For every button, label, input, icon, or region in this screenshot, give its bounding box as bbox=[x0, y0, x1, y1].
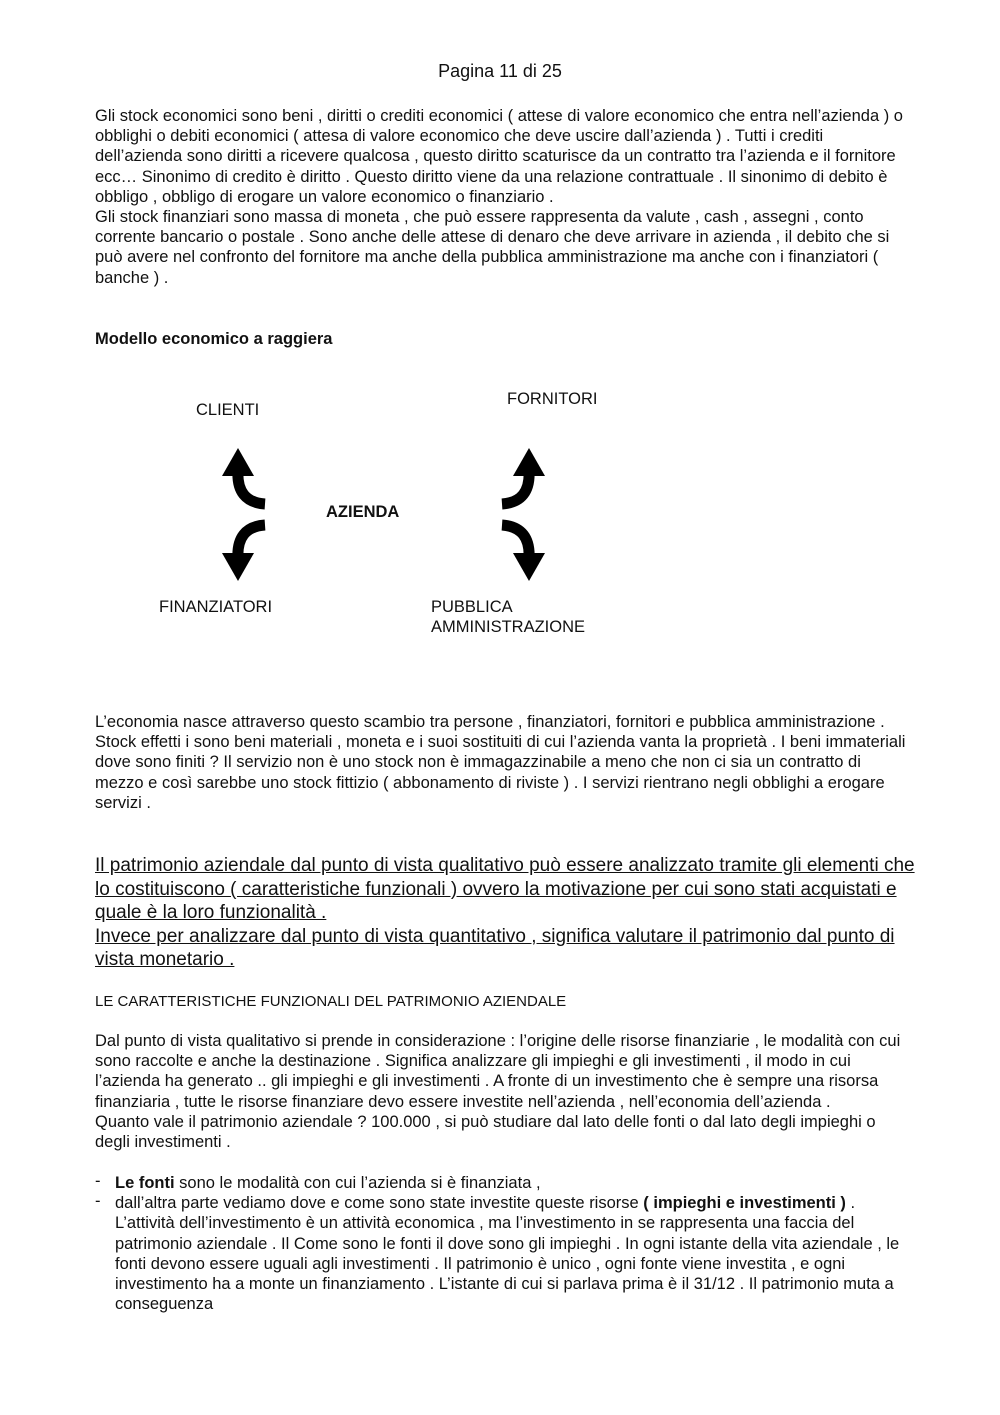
label-azienda: AZIENDA bbox=[326, 503, 400, 521]
list-dash: - bbox=[95, 1172, 101, 1190]
label-pa-line1: PUBBLICA bbox=[431, 598, 513, 616]
body2-paragraph-2: Stock effetti i sono beni materiali , moneta e i suoi sostituiti di cui l’azienda vanta la proprietà . I beni immateriali dove sono finiti ? Il servizio non è uno stock non è immagazzinabile a meno che non ci sia un contratto di mezzo e così sarebbe uno stock fittizio ( abbonamento di riviste ) . I servizi rientrano negli obblighi a erogare servizi . bbox=[95, 733, 906, 812]
body-text-3 bbox=[95, 1031, 910, 1152]
list-item-2-text: . L’attività dell’investimento è un attività economica , ma l’investimento in se rappresenta una faccia del patrimonio aziendale . Il Come sono le fonti il dove sono gli impieghi . In ogni istante della vita aziendale , le fonti devono essere uguali agli investimenti . Il patrimonio è unico , ogni fonte viene investita , e ogni investimento ha a monte un finanziamento . L’istante di cui si parlava prima è il 31/12 . Il patrimonio muta a conseguenza bbox=[115, 1194, 900, 1314]
section-title: Modello economico a raggiera bbox=[95, 330, 333, 348]
label-clienti: CLIENTI bbox=[196, 401, 260, 419]
intro-paragraph-2: Gli stock finanziari sono massa di moneta , che può essere rappresenta da valute , cash , assegni , conto corrente bancario o postale . Sono anche delle attese di denaro che deve arrivare in azienda , il debito che si può avere nel confronto del fornitore ma anche della pubblica amministrazione ma anche con i finanziatori ( banche ) . bbox=[95, 208, 890, 287]
curved-arrow-icon bbox=[222, 448, 265, 504]
list-dash: - bbox=[95, 1192, 101, 1211]
body3-paragraph-2: Quanto vale il patrimonio aziendale ? 100.000 , si può studiare dal lato delle fonti o dal lato degli impieghi o degli investimenti . bbox=[95, 1112, 876, 1152]
highlight-paragraph-1: Il patrimonio aziendale dal punto di vista qualitativo può essere analizzato tramite gli elementi che lo costituiscono ( caratteristiche funzionali ) ovvero la motivazione per cui sono stati acquistati e quale è la loro funzionalità . bbox=[95, 855, 915, 923]
list-item-2-bold: ( impieghi e investimenti ) bbox=[643, 1194, 846, 1213]
body3-paragraph-1: Dal punto di vista qualitativo si prende in considerazione : l’origine delle risorse finanziarie , le modalità con cui sono raccolte e anche la destinazione . Significa analizzare gli impieghi e gli investimenti , il modo in cui l’azienda ha generato .. gli impieghi e gli investimenti . A fronte di un investimento che è sempre una risorsa finanziaria , tutte le risorse finanziare devo essere investite nell’azienda , nell’economia dell’azienda . bbox=[95, 1032, 901, 1111]
curved-arrow-icon bbox=[502, 525, 545, 581]
list-item bbox=[95, 1173, 910, 1193]
list-item-1-bold: Le fonti bbox=[115, 1174, 175, 1192]
body-text-2 bbox=[95, 712, 910, 813]
highlight-paragraph-2: Invece per analizzare dal punto di vista quantitativo , significa valutare il patrimonio dal punto di vista monetario . bbox=[95, 925, 895, 970]
highlighted-text bbox=[95, 854, 915, 972]
body2-paragraph-1: L’economia nasce attraverso questo scambio tra persone , finanziatori, fornitori e pubblica amministrazione . bbox=[95, 713, 885, 731]
intro-text bbox=[95, 106, 910, 288]
page-header: Pagina 11 di 25 bbox=[438, 61, 562, 81]
label-finanziatori: FINANZIATORI bbox=[159, 598, 273, 616]
label-pa-line2: AMMINISTRAZIONE bbox=[431, 618, 586, 637]
caps-heading: LE CARATTERISTICHE FUNZIONALI DEL PATRIMONIO AZIENDALE bbox=[95, 993, 567, 1010]
list-item-1-text: sono le modalità con cui l’azienda si è finanziata , bbox=[174, 1174, 541, 1192]
label-fornitori: FORNITORI bbox=[507, 390, 598, 408]
label-pubblica-amministrazione bbox=[431, 597, 585, 637]
list-item-2-start: dall’altra parte vediamo dove e come sono state investite queste risorse bbox=[115, 1194, 644, 1213]
list-item bbox=[95, 1193, 910, 1314]
bullet-list bbox=[95, 1173, 910, 1314]
intro-paragraph-1: Gli stock economici sono beni , diritti o crediti economici ( attese di valore economico che entra nell’azienda ) o obblighi o debiti economici ( attesa di valore economico che deve uscire dall’azienda ) . Tutti i crediti dell’azienda sono diritti a ricevere qualcosa , questo diritto scaturisce da un contratto tra l’azienda e il fornitore ecc… Sinonimo di credito è diritto . Questo diritto viene da una relazione contrattuale . Il sinonimo di debito è obbligo , obbligo di erogare un valore economico o finanziario . bbox=[95, 107, 903, 206]
curved-arrow-icon bbox=[502, 448, 545, 504]
curved-arrow-icon bbox=[222, 525, 265, 581]
